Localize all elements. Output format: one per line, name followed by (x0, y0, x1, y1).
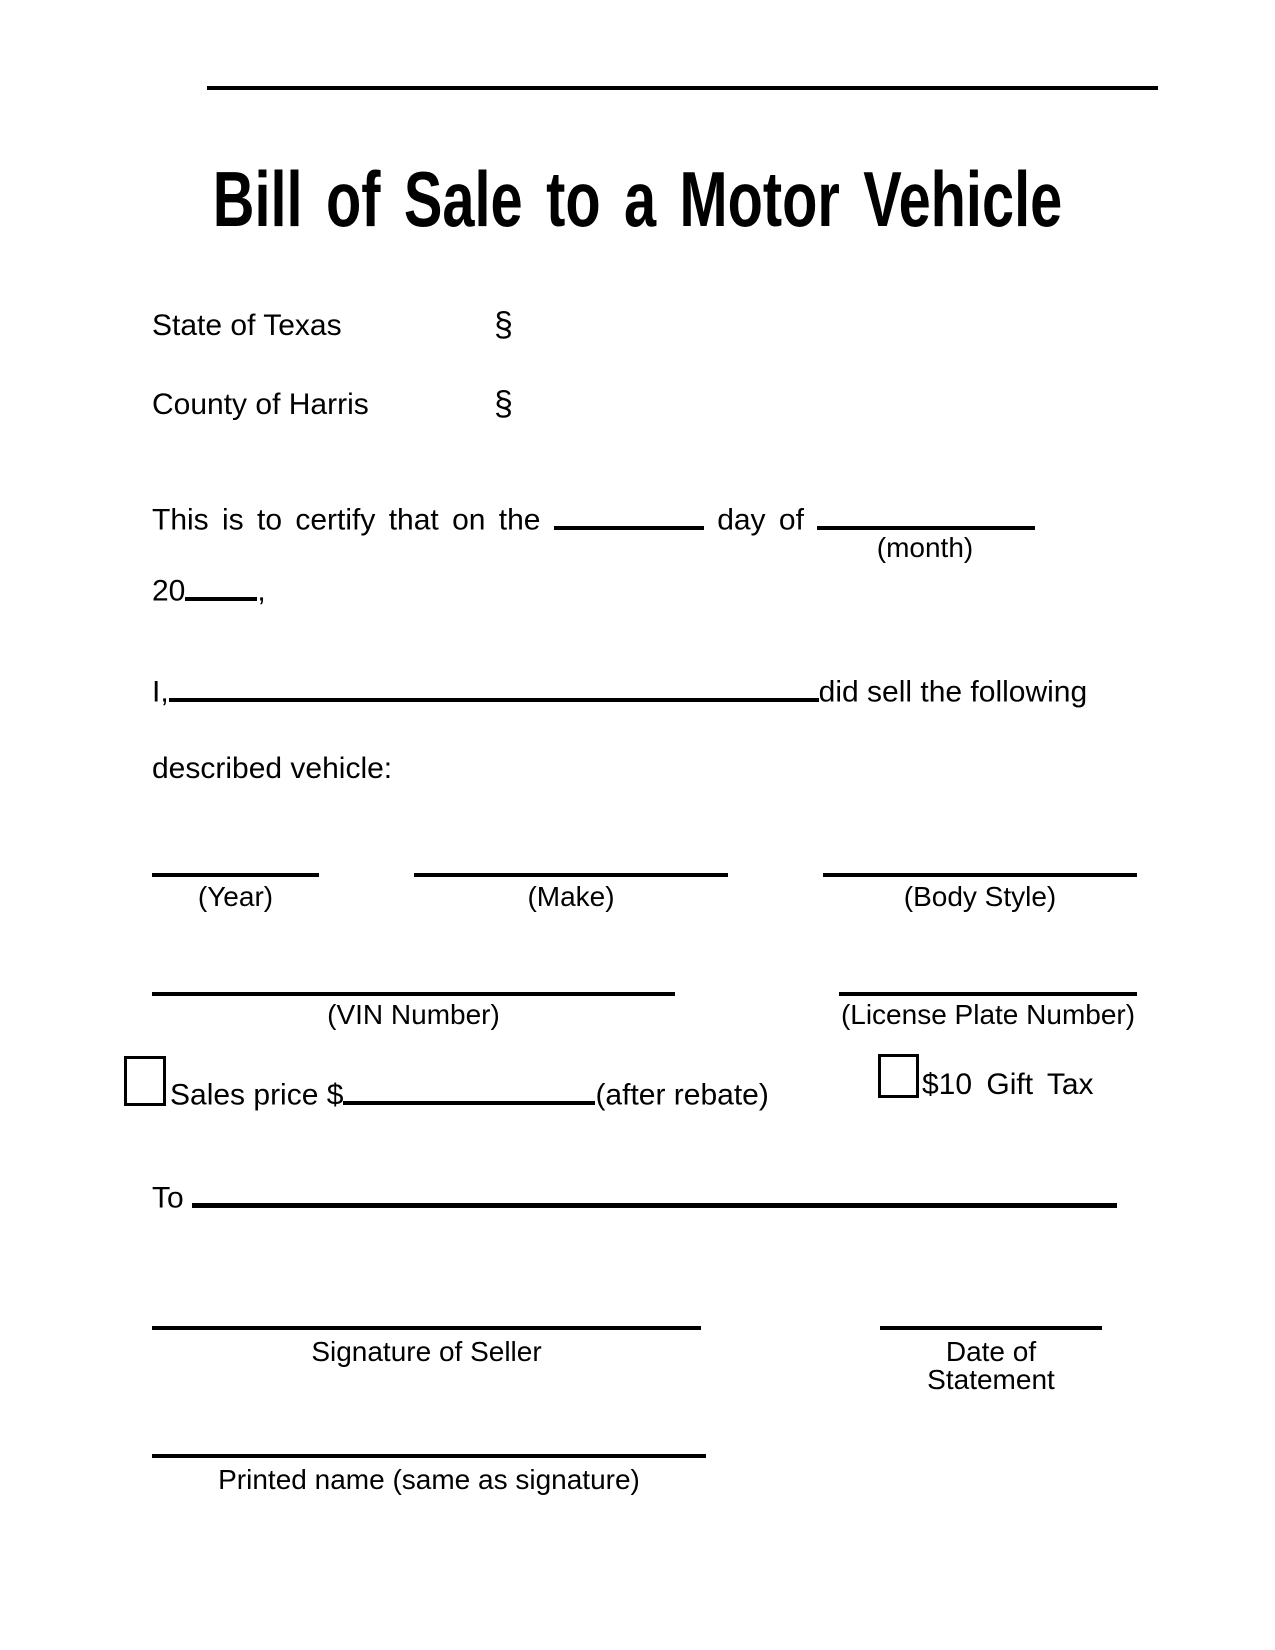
vin-field[interactable] (152, 992, 675, 996)
sales-price-field[interactable] (343, 1070, 595, 1105)
day-of-text: day of (717, 503, 804, 537)
jurat-county-label: County of Harris (152, 388, 369, 421)
gift-tax-label: $10 Gift Tax (922, 1068, 1094, 1101)
printed-name-field[interactable] (152, 1454, 706, 1458)
make-field[interactable] (414, 873, 728, 877)
day-field[interactable] (554, 495, 704, 530)
certify-lead-text: This is to certify that on the (152, 503, 541, 537)
year-caption: (Year) (197, 881, 274, 912)
jurat-state-label: State of Texas (152, 309, 342, 342)
described-vehicle-text: described vehicle: (152, 752, 393, 785)
jurat-state-section-symbol: § (494, 306, 513, 344)
body-style-field[interactable] (823, 873, 1137, 877)
jurat-county-section-symbol: § (494, 385, 513, 423)
month-caption: (month) (876, 532, 974, 563)
to-label: To (152, 1181, 184, 1215)
buyer-field[interactable] (192, 1172, 1117, 1208)
vehicle-year-field[interactable] (152, 873, 319, 877)
buyer-row (152, 1172, 1117, 1214)
year-field[interactable] (185, 566, 257, 601)
seller-signature-field[interactable] (152, 1326, 701, 1330)
license-plate-field[interactable] (839, 992, 1137, 996)
seller-row (152, 667, 1087, 708)
statement-date-field[interactable] (880, 1326, 1102, 1330)
sales-price-row (170, 1070, 769, 1111)
printed-name-caption: Printed name (same as signature) (218, 1464, 640, 1495)
page-title: Bill of Sale to a Motor Vehicle (212, 155, 1063, 243)
gift-tax-checkbox[interactable] (878, 1054, 919, 1098)
body-style-caption: (Body Style) (903, 881, 1057, 912)
vin-caption: (VIN Number) (327, 999, 500, 1030)
i-prefix-text: I, (152, 675, 169, 709)
sales-price-label: Sales price $ (170, 1078, 344, 1112)
make-caption: (Make) (527, 881, 615, 912)
after-rebate-label: (after rebate) (595, 1078, 769, 1112)
did-sell-text: did sell the following (818, 675, 1088, 709)
year-prefix-text: 20 (152, 574, 186, 608)
seller-name-field[interactable] (169, 667, 819, 702)
sales-price-checkbox[interactable] (124, 1056, 166, 1106)
date-of-statement-caption: Date of Statement (927, 1336, 1055, 1395)
year-row (152, 566, 266, 607)
top-rule (207, 86, 1158, 90)
month-field[interactable] (817, 495, 1035, 530)
signature-of-seller-caption: Signature of Seller (311, 1336, 542, 1367)
year-comma-text: , (257, 574, 266, 608)
license-plate-caption: (License Plate Number) (840, 999, 1136, 1030)
certify-row (152, 495, 1035, 536)
